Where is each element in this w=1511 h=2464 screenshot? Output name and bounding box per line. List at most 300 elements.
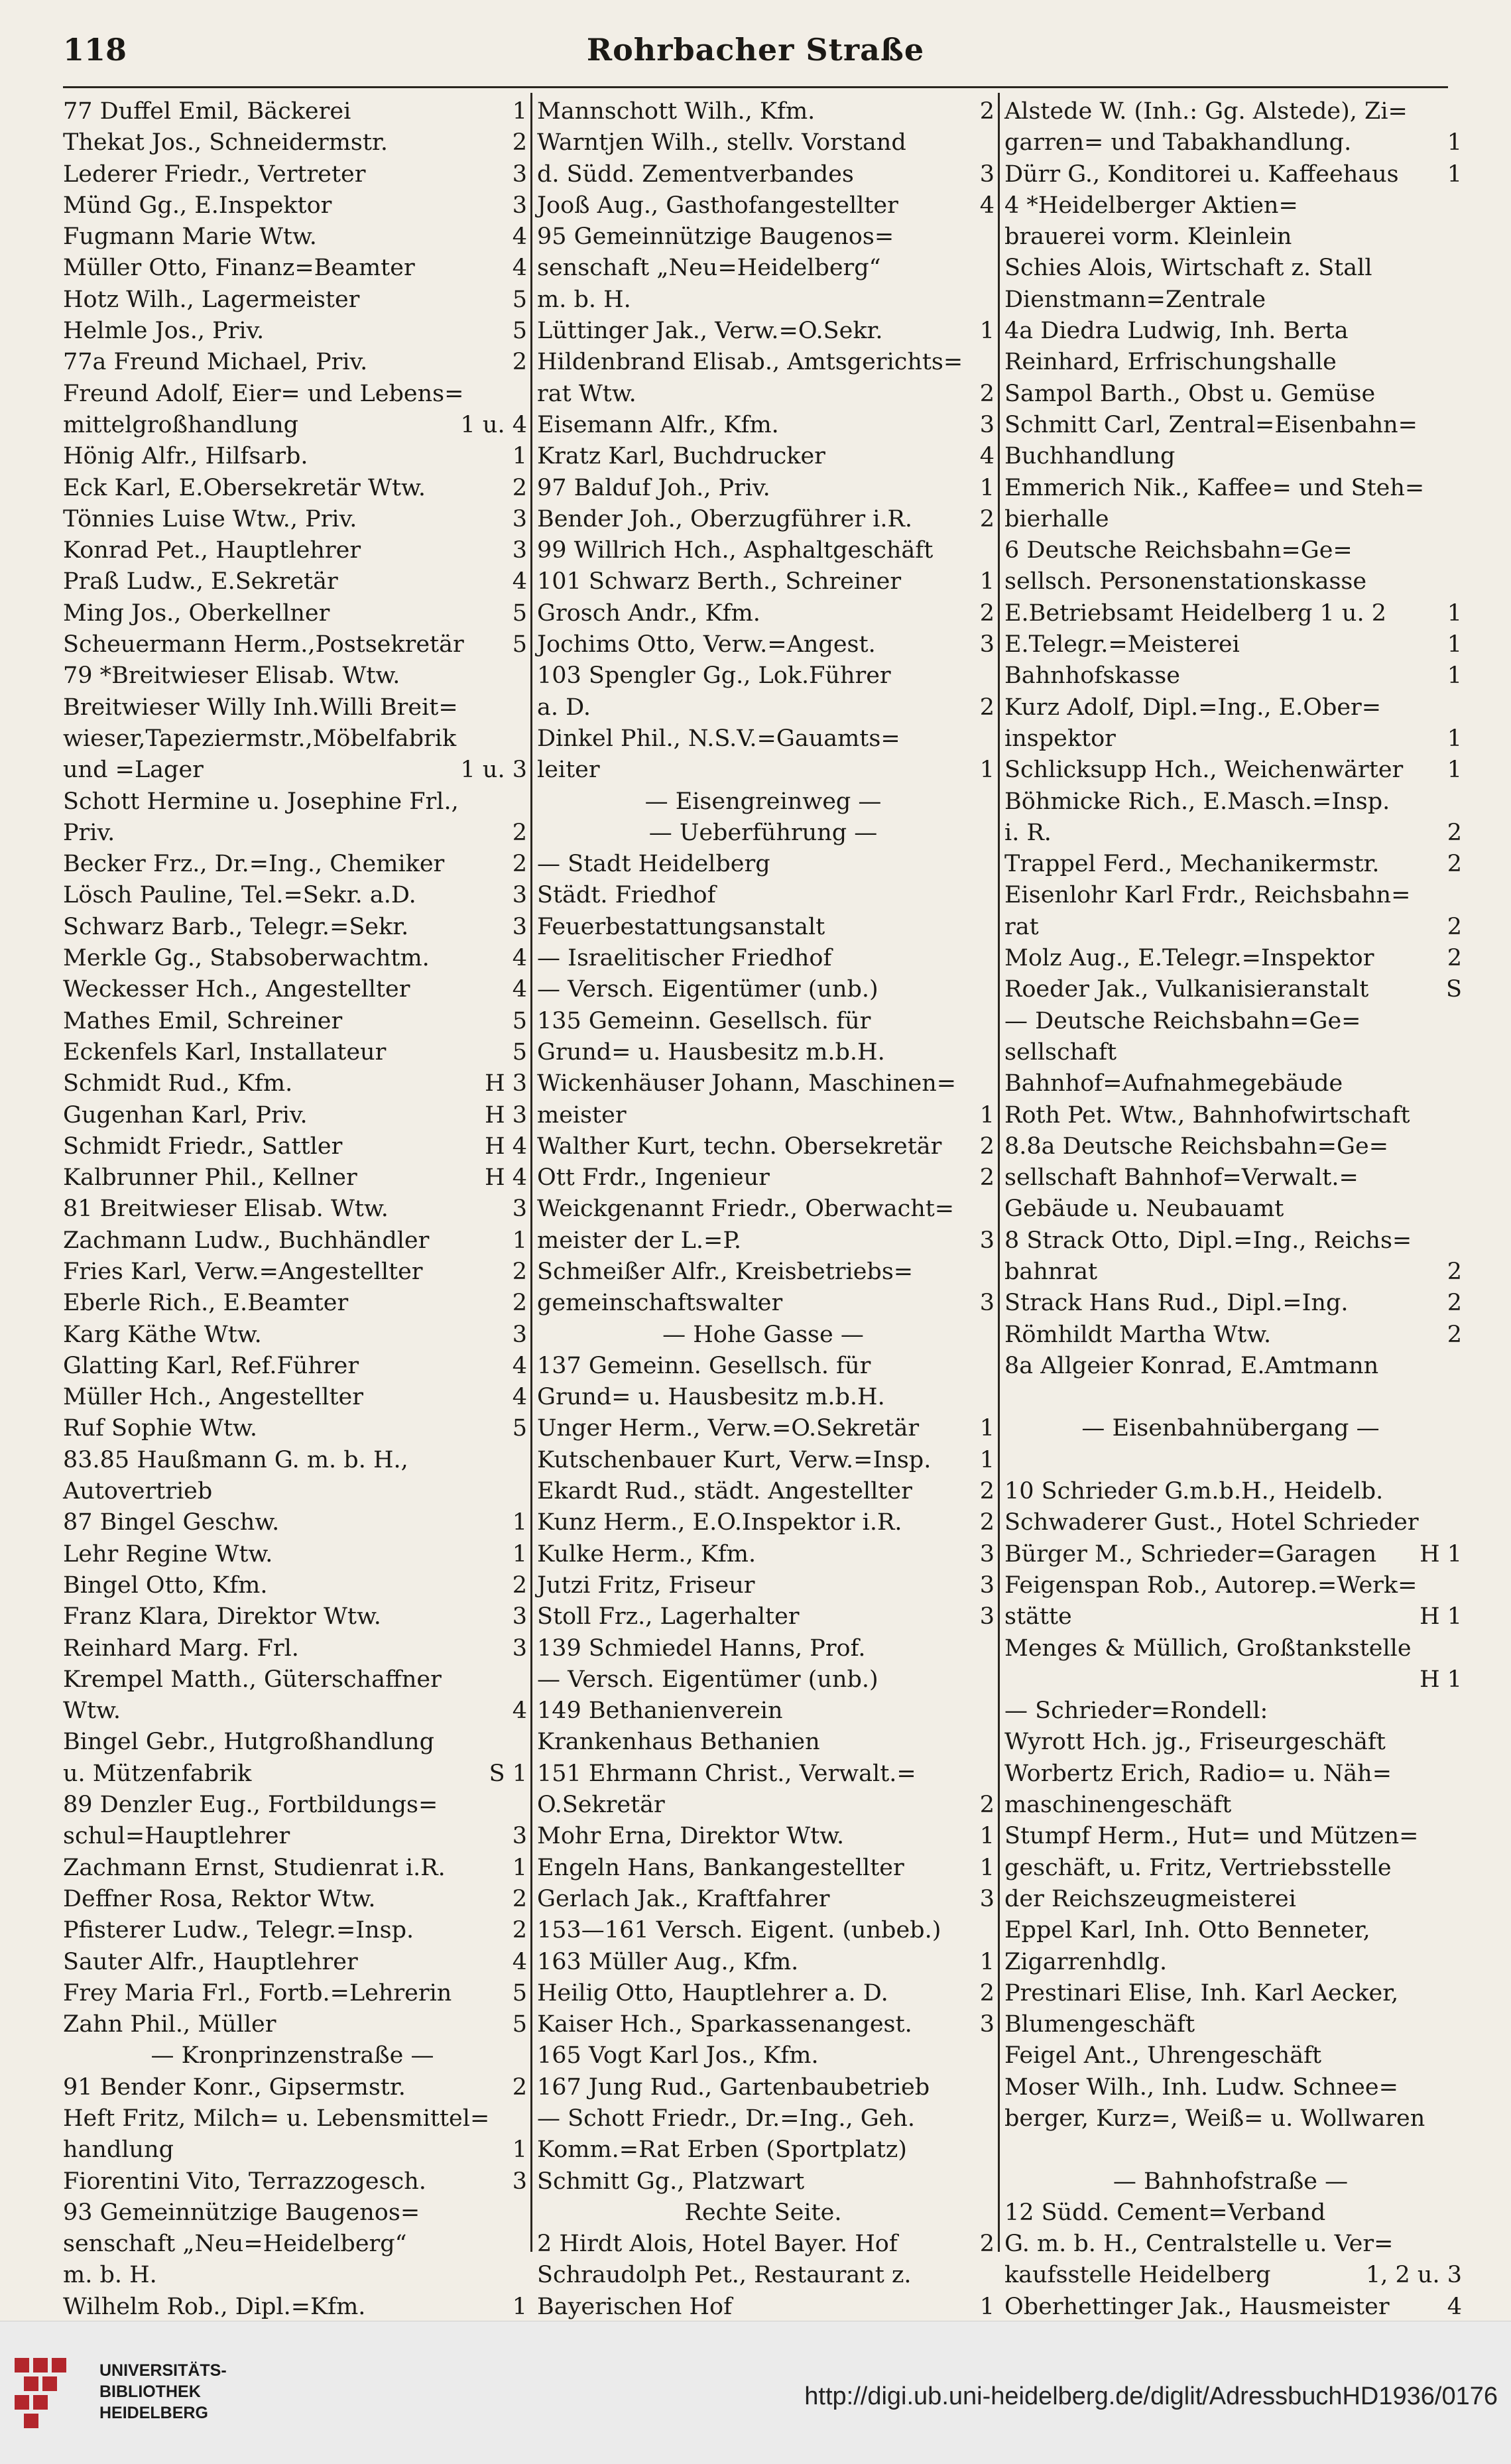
- floor-number: [1457, 1162, 1462, 1194]
- entry-text: Krempel Matth., Güterschaffner: [63, 1666, 442, 1693]
- entry-text: — Ueberführung —: [648, 819, 878, 846]
- entry-text: Priv.: [63, 819, 115, 846]
- directory-entry: [63, 755, 527, 786]
- directory-entry: [1004, 473, 1462, 504]
- section-heading: [537, 2197, 995, 2229]
- entry-text: Tönnies Luise Wtw., Priv.: [63, 505, 357, 532]
- entry-text: — Kronprinzenstraße —: [151, 2042, 434, 2069]
- directory-entry: [63, 1162, 527, 1194]
- directory-entry: [1004, 1633, 1462, 1664]
- directory-entry: [1004, 1131, 1462, 1162]
- directory-entry: [63, 1131, 527, 1162]
- directory-entry: [1004, 1947, 1462, 1978]
- floor-number: 3: [979, 1290, 995, 1317]
- floor-number: [989, 1382, 995, 1413]
- directory-entry: [63, 410, 527, 441]
- floor-number: [1457, 1915, 1462, 1946]
- directory-entry: [63, 912, 527, 943]
- entry-text: — Deutsche Reichsbahn=Ge=: [1004, 1007, 1361, 1034]
- entry-text: Grund= u. Hausbesitz m.b.H.: [537, 1038, 885, 1066]
- entry-text: Grosch Andr., Kfm.: [537, 599, 760, 627]
- directory-entry: [1004, 347, 1462, 378]
- directory-entry: [1004, 755, 1462, 786]
- entry-text: Molz Aug., E.Telegr.=Inspektor: [1004, 945, 1374, 972]
- floor-number: [989, 2072, 995, 2103]
- floor-number: [989, 2166, 995, 2197]
- entry-text: — Bahnhofstraße —: [1113, 2168, 1349, 2195]
- directory-entry: [63, 1790, 527, 1821]
- entry-text: E.Telegr.=Meisterei: [1004, 631, 1240, 658]
- directory-entry: [63, 1068, 527, 1099]
- page-header: [63, 32, 1448, 72]
- entry-text: rat: [1004, 913, 1039, 940]
- floor-number: 1, 2 u. 3: [1366, 2262, 1462, 2289]
- entry-text: Kutschenbauer Kurt, Verw.=Insp.: [537, 1446, 932, 1473]
- entry-text: Kalbrunner Phil., Kellner: [63, 1164, 357, 1192]
- entry-text: Eberle Rich., E.Beamter: [63, 1290, 349, 1317]
- entry-text: Konrad Pet., Hauptlehrer: [63, 537, 361, 564]
- entry-text: 8 Strack Otto, Dipl.=Ing., Reichs=: [1004, 1227, 1412, 1254]
- directory-entry: [63, 1507, 527, 1538]
- directory-entry: [537, 880, 995, 911]
- directory-entry: [537, 974, 995, 1005]
- floor-number: [1457, 504, 1462, 535]
- floor-number: [989, 347, 995, 378]
- directory-entry: [537, 1006, 995, 1037]
- floor-number: [989, 912, 995, 943]
- floor-number: 2: [979, 2231, 995, 2258]
- floor-number: 2: [1447, 1321, 1462, 1348]
- floor-number: [1457, 566, 1462, 597]
- floor-number: 1: [979, 318, 995, 345]
- directory-entry: [1004, 2103, 1462, 2134]
- directory-entry: [537, 1853, 995, 1884]
- directory-entry: [537, 598, 995, 629]
- directory-entry: [63, 535, 527, 566]
- floor-number: [989, 1915, 995, 1946]
- entry-text: Hotz Wilh., Lagermeister: [63, 286, 360, 313]
- directory-entry: [63, 1037, 527, 1068]
- entry-text: a. D.: [537, 694, 591, 721]
- floor-number: 1: [1447, 757, 1462, 784]
- entry-text: Mannschott Wilh., Kfm.: [537, 98, 816, 125]
- entry-text: Gugenhan Karl, Priv.: [63, 1101, 308, 1129]
- floor-number: [522, 692, 527, 723]
- directory-entry: [1004, 1037, 1462, 1068]
- entry-text: — Eisenbahnübergang —: [1081, 1415, 1380, 1442]
- entry-text: Wtw.: [63, 1697, 121, 1725]
- entry-text: — Eisengreinweg —: [644, 788, 882, 815]
- floor-number: H 4: [485, 1133, 527, 1160]
- entry-text: Kurz Adolf, Dipl.=Ing., E.Ober=: [1004, 694, 1382, 721]
- directory-entry: [537, 1915, 995, 1946]
- entry-text: 6 Deutsche Reichsbahn=Ge=: [1004, 537, 1353, 564]
- directory-entry: [1004, 1257, 1462, 1288]
- directory-entry: [63, 1100, 527, 1131]
- entry-text: — Versch. Eigentümer (unb.): [537, 976, 878, 1003]
- floor-number: [1457, 2103, 1462, 2134]
- floor-number: 1: [512, 1540, 527, 1568]
- floor-number: [989, 1194, 995, 1225]
- floor-number: 4: [512, 976, 527, 1003]
- floor-number: [989, 1727, 995, 1758]
- directory-entry: [1004, 441, 1462, 472]
- floor-number: 4: [512, 1352, 527, 1379]
- entry-text: m. b. H.: [63, 2262, 157, 2289]
- directory-entry: [537, 1225, 995, 1257]
- entry-text: schul=Hauptlehrer: [63, 1823, 290, 1850]
- entry-text: Dürr G., Konditorei u. Kaffeehaus: [1004, 160, 1399, 188]
- entry-text: Karg Käthe Wtw.: [63, 1321, 262, 1348]
- floor-number: [1457, 1947, 1462, 1978]
- entry-text: Oberhettinger Jak., Hausmeister: [1004, 2293, 1390, 2320]
- floor-number: [1457, 1131, 1462, 1162]
- entry-text: [1004, 1382, 1457, 1413]
- directory-entry: [1004, 912, 1462, 943]
- directory-entry: [63, 1382, 527, 1413]
- floor-number: [1457, 1006, 1462, 1037]
- entry-text: Alstede W. (Inh.: Gg. Alstede), Zi=: [1004, 98, 1408, 125]
- floor-number: [1457, 2134, 1462, 2166]
- entry-text: sellschaft: [1004, 1038, 1117, 1066]
- institution-line: UNIVERSITÄTS-: [99, 2361, 227, 2380]
- directory-entry: [537, 2009, 995, 2040]
- entry-text: Zigarrenhdlg.: [1004, 1948, 1168, 1975]
- entry-text: Müller Otto, Finanz=Beamter: [63, 255, 415, 282]
- floor-number: [989, 2197, 995, 2229]
- directory-entry: [63, 629, 527, 660]
- entry-text: Sauter Alfr., Hauptlehrer: [63, 1948, 358, 1975]
- entry-text: mittelgroßhandlung: [63, 411, 299, 438]
- directory-entry: [537, 943, 995, 974]
- directory-entry: [63, 1884, 527, 1915]
- floor-number: 4: [979, 192, 995, 219]
- floor-number: [989, 1695, 995, 1727]
- entry-text: Kulke Herm., Kfm.: [537, 1540, 756, 1568]
- floor-number: 2: [979, 505, 995, 532]
- directory-entry: [537, 1194, 995, 1225]
- entry-text: 2 Hirdt Alois, Hotel Bayer. Hof: [537, 2231, 898, 2258]
- floor-number: 3: [512, 1823, 527, 1850]
- entry-text: 103 Spengler Gg., Lok.Führer: [537, 662, 891, 690]
- floor-number: [1457, 253, 1462, 284]
- entry-text: 153—161 Versch. Eigent. (unbeb.): [537, 1917, 941, 1944]
- directory-entry: [1004, 2197, 1462, 2229]
- floor-number: [1457, 1884, 1462, 1915]
- entry-text: inspektor: [1004, 725, 1116, 752]
- entry-text: [1004, 1445, 1457, 1476]
- directory-entry: [537, 1947, 995, 1978]
- entry-text: Schwarz Barb., Telegr.=Sekr.: [63, 913, 409, 940]
- floor-number: H 1: [1420, 1540, 1462, 1568]
- entry-text: gemeinschaftswalter: [537, 1290, 783, 1317]
- entry-text: [1004, 1664, 1414, 1695]
- floor-number: 2: [1447, 819, 1462, 846]
- entry-text: Scheuermann Herm.,Postsekretär: [63, 631, 464, 658]
- directory-entry: [63, 190, 527, 221]
- entry-text: 10 Schrieder G.m.b.H., Heidelb.: [1004, 1478, 1384, 1505]
- floor-number: [522, 1727, 527, 1758]
- directory-entry: [63, 1413, 527, 1444]
- directory-entry: [1004, 2072, 1462, 2103]
- directory-entry: [537, 1445, 995, 1476]
- directory-entry: [63, 1947, 527, 1978]
- section-heading: [537, 1320, 995, 1351]
- entry-text: — Schott Friedr., Dr.=Ing., Geh.: [537, 2105, 916, 2132]
- entry-text: Weckesser Hch., Angestellter: [63, 976, 410, 1003]
- floor-number: 1: [512, 98, 527, 125]
- floor-number: [989, 723, 995, 755]
- floor-number: 1: [1447, 662, 1462, 690]
- directory-entry: [63, 1445, 527, 1476]
- directory-entry: [537, 2103, 995, 2134]
- entry-text: Feuerbestattungsanstalt: [537, 913, 825, 940]
- floor-number: [522, 660, 527, 692]
- floor-number: 5: [512, 2011, 527, 2038]
- directory-entry: [537, 473, 995, 504]
- library-footer: [0, 2321, 1511, 2464]
- floor-number: [522, 379, 527, 410]
- directory-entry: [537, 629, 995, 660]
- directory-entry: [537, 535, 995, 566]
- directory-entry: [1004, 316, 1462, 347]
- floor-number: [522, 2229, 527, 2260]
- directory-entry: [537, 660, 995, 692]
- directory-entry: [1004, 2134, 1462, 2166]
- entry-text: u. Mützenfabrik: [63, 1760, 252, 1787]
- floor-number: 1: [979, 1823, 995, 1850]
- section-heading: [537, 818, 995, 849]
- entry-text: 97 Balduf Joh., Priv.: [537, 474, 770, 501]
- directory-entry: [1004, 1978, 1462, 2009]
- directory-entry: [1004, 379, 1462, 410]
- directory-entry: [63, 159, 527, 190]
- entry-text: 167 Jung Rud., Gartenbaubetrieb: [537, 2073, 930, 2101]
- entry-text: 163 Müller Aug., Kfm.: [537, 1948, 799, 1975]
- floor-number: [1457, 1758, 1462, 1790]
- directory-entry: [63, 1601, 527, 1632]
- floor-number: [1457, 880, 1462, 911]
- entry-text: Schott Hermine u. Josephine Frl.,: [63, 788, 459, 815]
- directory-entry: [1004, 1664, 1462, 1695]
- entry-text: Emmerich Nik., Kaffee= und Steh=: [1004, 474, 1425, 501]
- floor-number: S: [1446, 976, 1462, 1003]
- floor-number: 4: [512, 223, 527, 251]
- entry-text: Städt. Friedhof: [537, 882, 716, 909]
- directory-entry: [63, 660, 527, 692]
- floor-number: [522, 786, 527, 818]
- floor-number: [1457, 221, 1462, 253]
- floor-number: 1 u. 3: [460, 757, 527, 784]
- directory-entry: [1004, 410, 1462, 441]
- directory-entry: [537, 159, 995, 190]
- entry-text: Rechte Seite.: [684, 2199, 842, 2226]
- floor-number: 5: [512, 1007, 527, 1034]
- entry-text: Merkle Gg., Stabsoberwachtm.: [63, 945, 430, 972]
- entry-text: Schmidt Rud., Kfm.: [63, 1070, 293, 1097]
- floor-number: [1457, 786, 1462, 818]
- entry-text: Buchhandlung: [1004, 443, 1176, 470]
- directory-entry: [537, 723, 995, 755]
- header-rule: [63, 86, 1448, 88]
- directory-entry: [63, 880, 527, 911]
- floor-number: 2: [1447, 851, 1462, 878]
- directory-entry: [1004, 943, 1462, 974]
- floor-number: [989, 2260, 995, 2291]
- directory-entry: [1004, 849, 1462, 880]
- floor-number: H 3: [485, 1070, 527, 1097]
- directory-entry: [1004, 660, 1462, 692]
- directory-entry: [63, 127, 527, 158]
- entry-text: Frey Maria Frl., Fortb.=Lehrerin: [63, 1979, 452, 2006]
- entry-text: 139 Schmiedel Hanns, Prof.: [537, 1634, 866, 1662]
- directory-entry: [1004, 2229, 1462, 2260]
- entry-text: bierhalle: [1004, 505, 1109, 532]
- directory-entry: [537, 1068, 995, 1099]
- entry-text: Gebäude u. Neubauamt: [1004, 1196, 1284, 1223]
- floor-number: 2: [979, 98, 995, 125]
- floor-number: [1457, 1100, 1462, 1131]
- floor-number: [522, 1664, 527, 1695]
- floor-number: 2: [979, 599, 995, 627]
- directory-entry: [63, 1351, 527, 1382]
- floor-number: 2: [979, 1164, 995, 1192]
- entry-text: Fries Karl, Verw.=Angestellter: [63, 1258, 423, 1285]
- directory-entry: [63, 1539, 527, 1570]
- directory-entry: [63, 1664, 527, 1695]
- entry-text: Sampol Barth., Obst u. Gemüse: [1004, 380, 1376, 407]
- floor-number: [1457, 2197, 1462, 2229]
- entry-text: Jutzi Fritz, Friseur: [537, 1571, 755, 1599]
- floor-number: [1457, 1445, 1462, 1476]
- floor-number: [1457, 1695, 1462, 1727]
- floor-number: [1457, 1821, 1462, 1852]
- entry-text: Feigenspan Rob., Autorep.=Werk=: [1004, 1571, 1418, 1599]
- entry-text: 89 Denzler Eug., Fortbildungs=: [63, 1792, 438, 1819]
- floor-number: [1457, 1570, 1462, 1601]
- directory-entry: [1004, 1790, 1462, 1821]
- entry-text: 77a Freund Michael, Priv.: [63, 349, 368, 376]
- entry-text: Römhildt Martha Wtw.: [1004, 1321, 1272, 1348]
- floor-number: [1457, 347, 1462, 378]
- entry-text: Zachmann Ernst, Studienrat i.R.: [63, 1854, 446, 1881]
- floor-number: [1457, 410, 1462, 441]
- entry-text: Moser Wilh., Inh. Ludw. Schnee=: [1004, 2073, 1398, 2101]
- entry-text: Helmle Jos., Priv.: [63, 318, 265, 345]
- floor-number: 5: [512, 1038, 527, 1066]
- entry-text: Breitwieser Willy Inh.Willi Breit=: [63, 694, 458, 721]
- directory-entry: [63, 2292, 527, 2323]
- floor-number: 4: [1447, 2293, 1462, 2320]
- street-title: Rohrbacher Straße: [586, 32, 925, 68]
- entry-text: — Israelitischer Friedhof: [537, 945, 832, 972]
- directory-entry: [1004, 2040, 1462, 2071]
- directory-entry: [537, 1288, 995, 1319]
- entry-text: sellsch. Personenstationskasse: [1004, 568, 1367, 595]
- directory-entry: [1004, 1100, 1462, 1131]
- entry-text: Zachmann Ludw., Buchhändler: [63, 1227, 430, 1254]
- floor-number: [522, 2040, 527, 2071]
- entry-text: — Schrieder=Rondell:: [1004, 1697, 1268, 1725]
- entry-text: Komm.=Rat Erben (Sportplatz): [537, 2136, 907, 2164]
- directory-entry: [63, 1915, 527, 1946]
- section-heading: [63, 2040, 527, 2071]
- directory-entry: [1004, 1194, 1462, 1225]
- floor-number: 3: [512, 2168, 527, 2195]
- floor-number: [522, 1476, 527, 1507]
- floor-number: [1457, 284, 1462, 316]
- floor-number: [1457, 441, 1462, 472]
- entry-text: Autovertrieb: [63, 1478, 213, 1505]
- floor-number: [1457, 692, 1462, 723]
- floor-number: [989, 1633, 995, 1664]
- entry-text: — Stadt Heidelberg: [537, 851, 770, 878]
- directory-entry: [537, 849, 995, 880]
- directory-entry: [1004, 221, 1462, 253]
- institution-name: [99, 2360, 227, 2424]
- floor-number: [989, 1664, 995, 1695]
- directory-entry: [537, 127, 995, 158]
- floor-number: 4: [512, 568, 527, 595]
- directory-column-1: [63, 96, 527, 2320]
- floor-number: [1457, 1225, 1462, 1257]
- floor-number: [989, 786, 995, 818]
- floor-number: [989, 221, 995, 253]
- floor-number: [989, 284, 995, 316]
- directory-entry: [63, 221, 527, 253]
- directory-entry: [1004, 598, 1462, 629]
- floor-number: 2: [979, 380, 995, 407]
- directory-entry: [1004, 284, 1462, 316]
- directory-entry: [1004, 1006, 1462, 1037]
- floor-number: [989, 1320, 995, 1351]
- directory-entry: [63, 818, 527, 849]
- floor-number: [1457, 473, 1462, 504]
- floor-number: 1: [512, 1227, 527, 1254]
- directory-entry: [63, 2009, 527, 2040]
- directory-entry: [63, 1570, 527, 1601]
- entry-text: Mathes Emil, Schreiner: [63, 1007, 343, 1034]
- directory-entry: [63, 2197, 527, 2229]
- entry-text: Gerlach Jak., Kraftfahrer: [537, 1885, 830, 1912]
- floor-number: 2: [512, 2073, 527, 2101]
- directory-entry: [1004, 1507, 1462, 1538]
- floor-number: 5: [512, 1415, 527, 1442]
- floor-number: 2: [1447, 913, 1462, 940]
- floor-number: [522, 2260, 527, 2291]
- floor-number: 4: [512, 1384, 527, 1411]
- floor-number: H 3: [485, 1101, 527, 1129]
- floor-number: 3: [979, 1540, 995, 1568]
- directory-entry: [63, 1695, 527, 1727]
- entry-text: Roth Pet. Wtw., Bahnhofwirtschaft: [1004, 1101, 1410, 1129]
- entry-text: Hildenbrand Elisab., Amtsgerichts=: [537, 349, 963, 376]
- directory-entry: [537, 504, 995, 535]
- floor-number: 2: [979, 694, 995, 721]
- directory-entry: [63, 441, 527, 472]
- entry-text: Bingel Otto, Kfm.: [63, 1571, 268, 1599]
- university-library-logo-icon: [13, 2351, 93, 2431]
- source-url-link[interactable]: http://digi.ub.uni-heidelberg.de/diglit/AdressbuchHD1936/0176: [804, 2382, 1498, 2410]
- directory-entry: [537, 1570, 995, 1601]
- floor-number: 2: [512, 1290, 527, 1317]
- floor-number: [989, 2103, 995, 2134]
- floor-number: 1: [979, 1854, 995, 1881]
- directory-entry: [63, 2260, 527, 2291]
- entry-text: Schmeißer Alfr., Kreisbetriebs=: [537, 1258, 914, 1285]
- entry-text: Lüttinger Jak., Verw.=O.Sekr.: [537, 318, 883, 345]
- floor-number: [1457, 190, 1462, 221]
